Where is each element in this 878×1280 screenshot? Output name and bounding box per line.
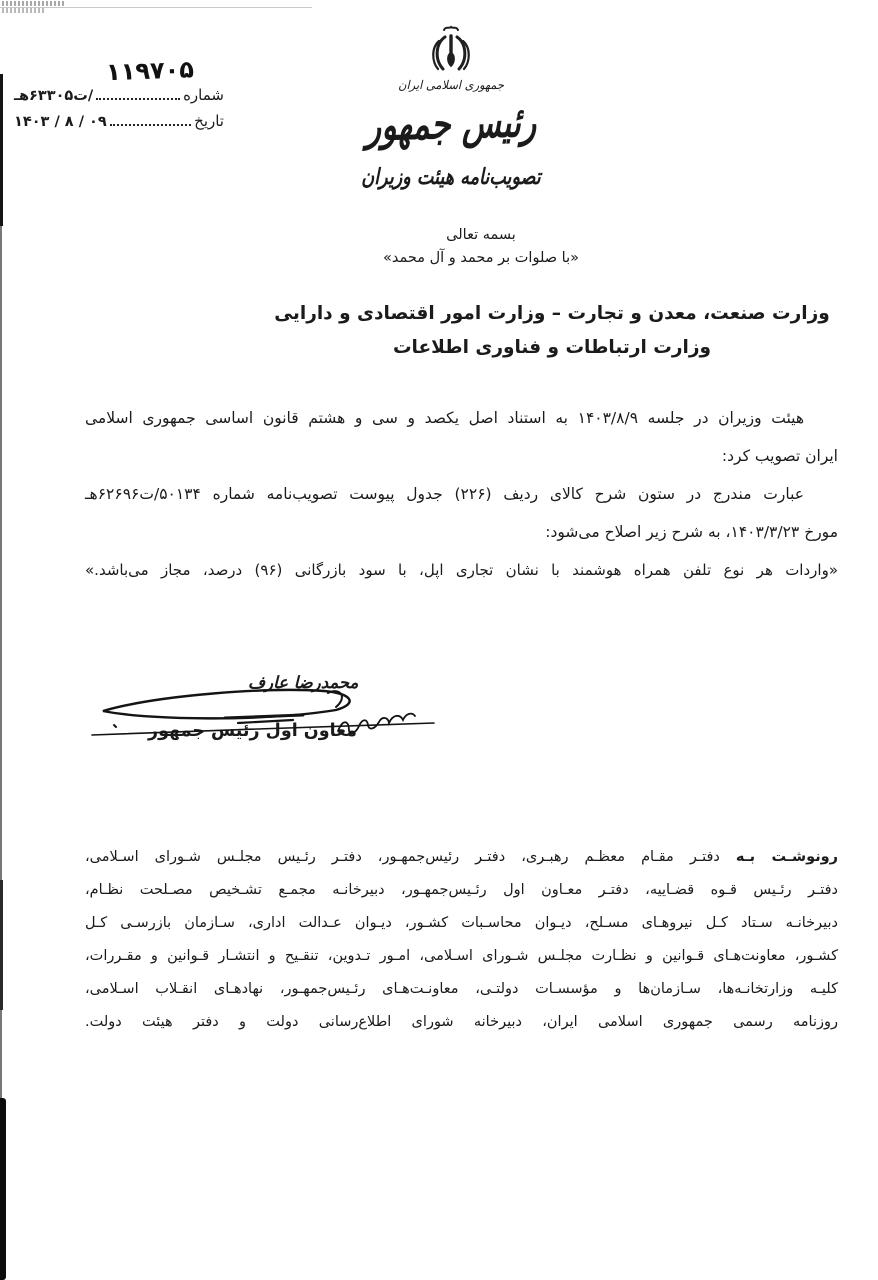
dotted-line xyxy=(96,86,180,100)
amended-clause-quote: «واردات هر نوع تلفن همراه هوشمند با نشان تجاری اپل، با سود بازرگانی (۹۶) درصد، مجاز می‌باشد.» xyxy=(85,561,838,579)
country-name: جمهوری اسلامی ایران xyxy=(398,78,504,92)
salawat-invocation: «با صلوات بر محمد و آل محمد» xyxy=(383,250,579,266)
scan-left-edge-artifact xyxy=(0,880,3,1010)
body-line: هیئت وزیران در جلسه ۱۴۰۳/۸/۹ به استناد اصل یکصد و سی و هشتم قانون اساسی جمهوری اسلامی xyxy=(85,409,804,427)
letter-number-stamp: ۱۱۹۷۰۵ xyxy=(105,55,195,87)
cabinet-resolution-subtitle: تصویب‌نامه هیئت وزیران xyxy=(361,165,541,190)
scan-top-hairline xyxy=(0,7,312,8)
copy-line: روزنامه رسمی جمهوری اسلامی ایران، دبیرخانه شورای اطلاع‌رسانی دولت و دفتر هیئت دولت. xyxy=(85,1014,838,1030)
copy-line: کلیـه وزارتخانـه‌ها، سـازمان‌ها و مؤسسـات دولتـی، معاونـت‌هـای رئـیس‌جمهـور، نهادهـای انقـلاب اسـلامی، xyxy=(85,981,838,997)
copy-line-rest: دفتـر مقـام معظـم رهبـری، دفتـر رئیس‌جمهـور، دفتـر رئـیس مجلـس شـورای اسـلامی، xyxy=(85,849,720,865)
signer-title: معاون اول رئیس جمهور xyxy=(148,721,357,741)
handwritten-signature-icon xyxy=(88,663,452,767)
decree-body xyxy=(85,399,838,589)
besmele-invocation: بسمه تعالی xyxy=(446,227,516,243)
scan-left-edge-artifact xyxy=(0,1098,6,1280)
copy-line: کشـور، معاونت‌هـای قـوانین و نظـارت مجلـس شـورای اسـلامی، امـور تـدوین، تنقـیح و انتشـار قـوانین و مقـررات، xyxy=(85,948,838,964)
letter-date-row xyxy=(14,112,226,130)
body-line: عبارت مندرج در ستون شرح کالای ردیف (۲۲۶) جدول پیوست تصویب‌نامه شماره ۵۰۱۳۴/ت۶۲۶۹۶هـ xyxy=(85,485,804,503)
dotted-line xyxy=(110,112,191,126)
addressee-line: وزارت ارتباطات و فناوری اطلاعات xyxy=(392,337,712,358)
date-label: تاریخ xyxy=(194,112,224,130)
copy-line: دبیرخانـه سـتاد کـل نیروهـای مسـلح، دیـوان محاسـبات کشـور، دیـوان عـدالت اداری، سـازمان بازرسـی کـل xyxy=(85,915,838,931)
scan-left-edge-artifact xyxy=(0,74,3,226)
number-label: شماره xyxy=(183,86,224,104)
iran-emblem-icon xyxy=(427,24,475,84)
body-line: مورخ ۱۴۰۳/۳/۲۳، به شرح زیر اصلاح می‌شود: xyxy=(545,523,838,541)
addressee-ministries xyxy=(266,297,838,365)
number-printed-suffix: /ت۶۳۳۰۵هـ xyxy=(14,88,94,104)
copy-line xyxy=(85,841,838,874)
letter-number-row xyxy=(14,86,226,104)
president-calligraphy-title: رئیس جمهور xyxy=(365,97,537,150)
date-value: ۱۴۰۳ / ۸ / ۰۹ xyxy=(14,114,107,130)
scan-corner-artifact xyxy=(2,1,64,6)
addressee-line: وزارت صنعت، معدن و تجارت – وزارت امور اقتصادی و دارایی xyxy=(274,303,830,324)
copy-lead: رونوشـت بـه xyxy=(735,849,839,865)
distribution-list xyxy=(85,841,838,1039)
copy-line: دفتـر رئـیس قـوه قضـاییه، دفتـر معـاون اول رئـیس‌جمهـور، دبیرخانـه مجمـع تشـخیص مصـلحت نظـام، xyxy=(85,882,838,898)
body-line: ایران تصویب کرد: xyxy=(721,447,838,465)
signer-name: محمدرضا عارف xyxy=(248,673,359,692)
scan-corner-artifact xyxy=(2,8,46,13)
signature-block xyxy=(88,663,452,767)
